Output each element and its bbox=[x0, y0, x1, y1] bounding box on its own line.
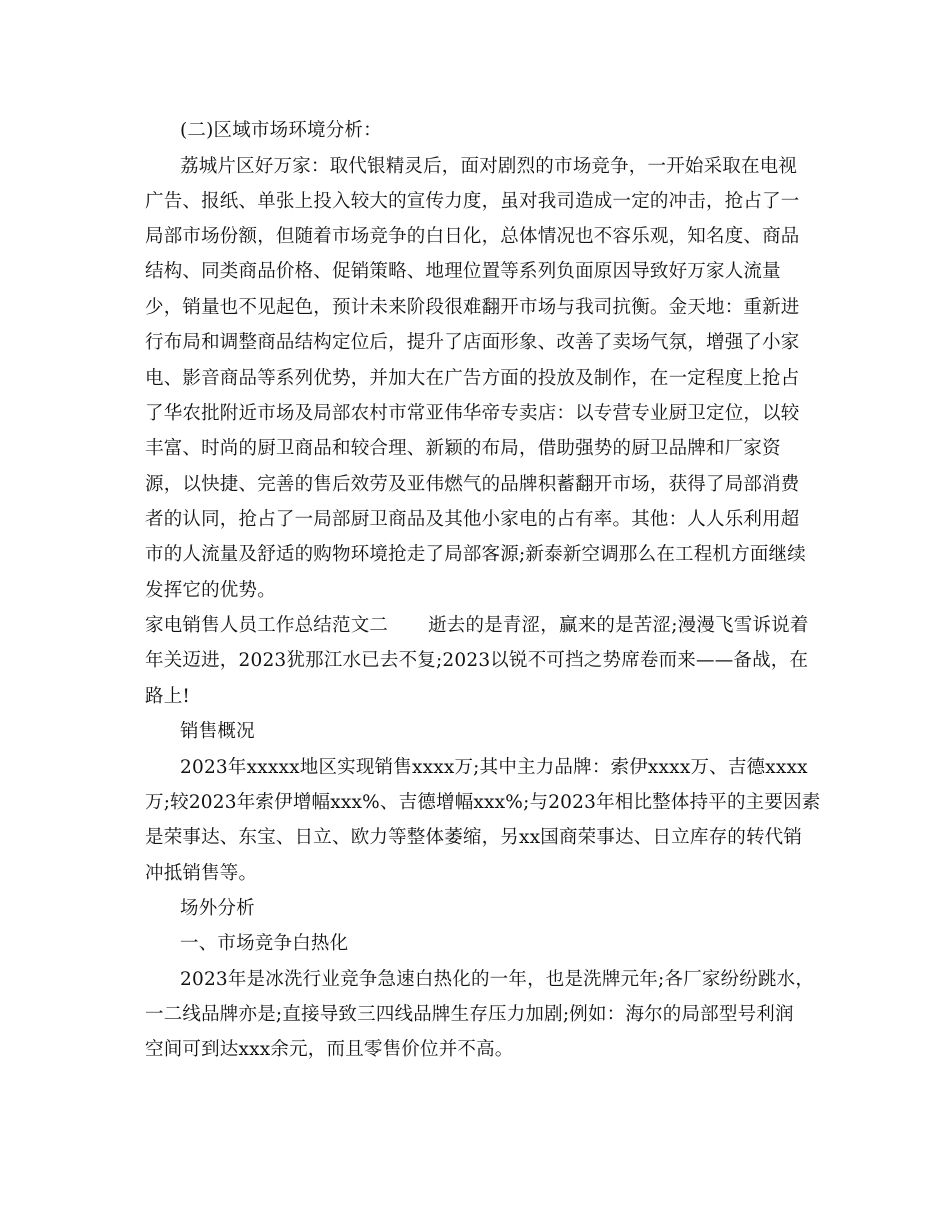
paragraph-line: 广告、报纸、单张上投入较大的宣传力度，虽对我司造成一定的冲击，抢占了一 bbox=[145, 191, 800, 212]
paragraph-line bbox=[145, 614, 809, 638]
section-heading: 销售概况 bbox=[180, 721, 255, 742]
paragraph-line: 发挥它的优势。 bbox=[145, 580, 276, 601]
paragraph-line: 是荣事达、东宝、日立、欧力等整体萎缩，另xx国商荣事达、日立库存的转代销 bbox=[145, 827, 803, 848]
paragraph-line: 2023年xxxxx地区实现销售xxxx万;其中主力品牌：索伊xxxx万、吉德xxxx bbox=[180, 757, 808, 778]
paragraph-line: 荔城片区好万家：取代银精灵后，面对剧烈的市场竞争，一开始采取在电视 bbox=[180, 156, 798, 177]
section-heading: (二)区域市场环境分析： bbox=[180, 120, 382, 141]
paragraph-line: 局部市场份额，但随着市场竞争的白日化，总体情况也不容乐观，知名度、商品 bbox=[145, 226, 800, 247]
paragraph-line: 年关迈进，2023犹那江水已去不复;2023以锐不可挡之势席卷而来——备战，在 bbox=[145, 650, 809, 671]
paragraph-line: 路上! bbox=[145, 686, 191, 707]
paragraph-line: 一二线品牌亦是;直接导致三四线品牌生存压力加剧;例如：海尔的局部型号利润 bbox=[145, 1004, 794, 1025]
paragraph-line: 少，销量也不见起色，预计未来阶段很难翻开市场与我司抗衡。金天地：重新进 bbox=[145, 297, 800, 318]
paragraph-line: 万;较2023年索伊增幅xxx%、吉德增幅xxx%;与2023年相比整体持平的主要因素 bbox=[145, 792, 821, 813]
section-heading: 一、市场竞争白热化 bbox=[180, 933, 349, 954]
document-title: 家电销售人员工作总结范文二 bbox=[145, 615, 389, 636]
paragraph-text: 逝去的是青涩，赢来的是苦涩;漫漫飞雪诉说着 bbox=[428, 615, 809, 636]
paragraph-line: 电、影音商品等系列优势，并加大在广告方面的投放及制作，在一定程度上抢占 bbox=[145, 368, 800, 389]
paragraph-line: 冲抵销售等。 bbox=[145, 863, 258, 884]
paragraph-line: 2023年是冰洗行业竞争急速白热化的一年，也是洗牌元年;各厂家纷纷跳水， bbox=[180, 969, 815, 990]
paragraph-line: 结构、同类商品价格、促销策略、地理位置等系列负面原因导致好万家人流量 bbox=[145, 261, 781, 282]
paragraph-line: 丰富、时尚的厨卫商品和较合理、新颖的布局，借助强势的厨卫品牌和厂家资 bbox=[145, 438, 781, 459]
paragraph-line: 市的人流量及舒适的购物环境抢走了局部客源;新泰新空调那么在工程机方面继续 bbox=[145, 544, 806, 565]
paragraph-line: 行布局和调整商品结构定位后，提升了店面形象、改善了卖场气氛，增强了小家 bbox=[145, 332, 800, 353]
paragraph-line: 者的认同，抢占了一局部厨卫商品及其他小家电的占有率。其他：人人乐利用超 bbox=[145, 509, 800, 530]
paragraph-line: 空间可到达xxx余元，而且零售价位并不高。 bbox=[145, 1039, 514, 1060]
paragraph-line: 了华农批附近市场及局部农村市常亚伟华帝专卖店：以专营专业厨卫定位，以较 bbox=[145, 403, 800, 424]
section-heading: 场外分析 bbox=[180, 898, 255, 919]
paragraph-line: 源，以快捷、完善的售后效劳及亚伟燃气的品牌积蓄翻开市场，获得了局部消费 bbox=[145, 474, 800, 495]
